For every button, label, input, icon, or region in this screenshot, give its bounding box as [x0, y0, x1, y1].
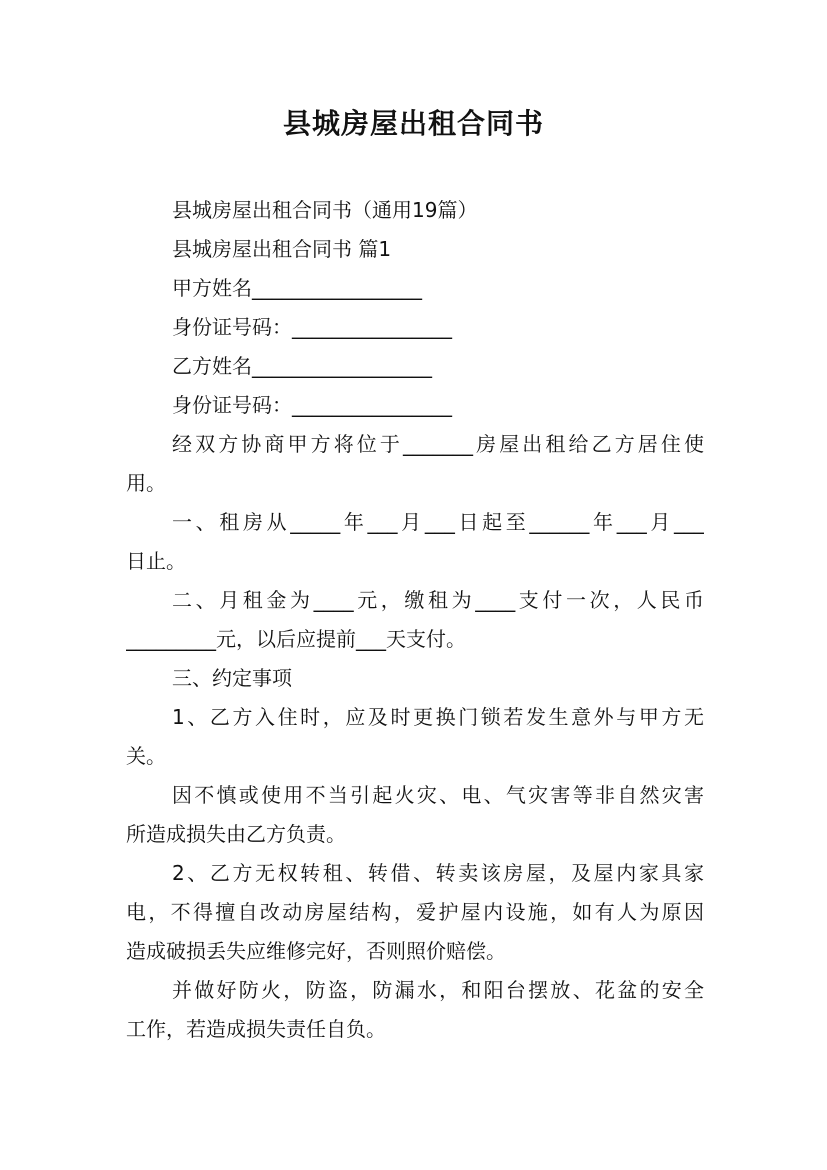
- paragraph-line: 造成破损丢失应维修完好，否则照价赔偿。: [126, 939, 506, 963]
- paragraph-line: 二、月租金为____元，缴租为____支付一次，人民币: [172, 588, 704, 612]
- paragraph-line: 经双方协商甲方将位于_______房屋出租给乙方居住使: [172, 432, 704, 456]
- party-b-id-field: 身份证号码：________________: [172, 393, 452, 417]
- section-heading: 三、约定事项: [172, 666, 292, 690]
- doc-heading-line: 县城房屋出租合同书（通用19篇）: [172, 198, 478, 222]
- paragraph-line: _________元，以后应提前___天支付。: [126, 627, 466, 651]
- party-a-id-field: 身份证号码：________________: [172, 315, 452, 339]
- paragraph-line: 并做好防火，防盗，防漏水，和阳台摆放、花盆的安全: [172, 978, 704, 1002]
- paragraph-line: 1、乙方入住时，应及时更换门锁若发生意外与甲方无: [172, 705, 704, 729]
- paragraph-line: 所造成损失由乙方负责。: [126, 822, 346, 846]
- paragraph-line: 关。: [126, 744, 166, 768]
- paragraph-line: 一、租房从_____年___月___日起至______年___月___: [172, 510, 704, 534]
- paragraph-line: 工作，若造成损失责任自负。: [126, 1017, 386, 1041]
- section-heading: 县城房屋出租合同书 篇1: [172, 237, 392, 261]
- paragraph-line: 电，不得擅自改动房屋结构，爱护屋内设施，如有人为原因: [126, 900, 704, 924]
- document-title: 县城房屋出租合同书: [282, 107, 544, 140]
- paragraph-line: 因不慎或使用不当引起火灾、电、气灾害等非自然灾害: [172, 783, 704, 807]
- paragraph-line: 2、乙方无权转租、转借、转卖该房屋，及屋内家具家: [172, 861, 704, 885]
- party-a-name-field: 甲方姓名_________________: [172, 276, 422, 300]
- party-b-name-field: 乙方姓名__________________: [172, 354, 432, 378]
- paragraph-line: 用。: [126, 471, 166, 495]
- paragraph-line: 日止。: [126, 549, 186, 573]
